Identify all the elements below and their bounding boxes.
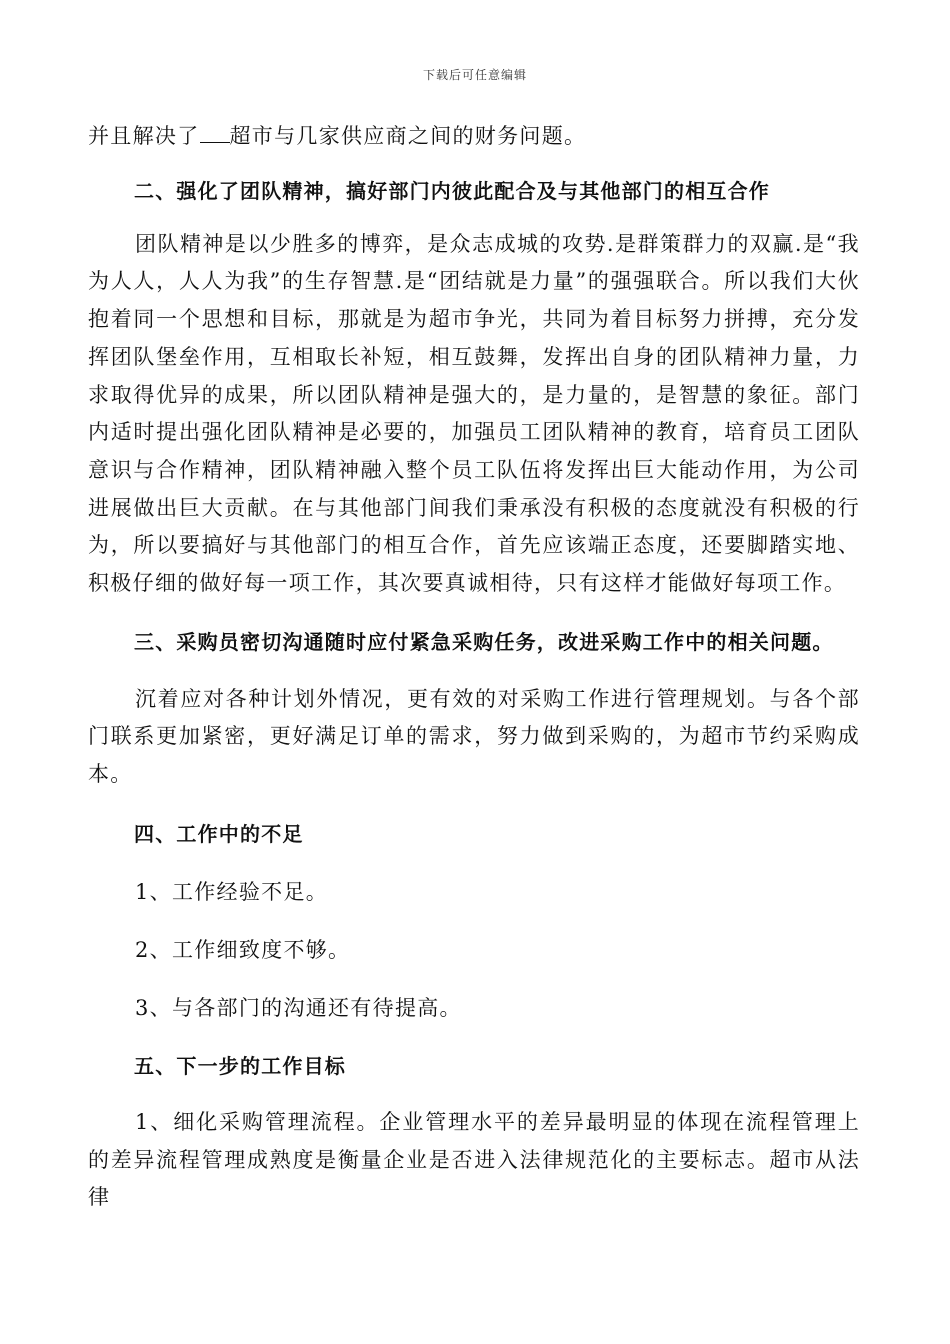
deficiency-item-3: 3、与各部门的沟通还有待提高。 bbox=[135, 995, 462, 1020]
intro-text-before: 并且解决了 bbox=[88, 124, 200, 148]
section-4-heading: 四、工作中的不足 bbox=[134, 821, 304, 846]
fill-in-blank bbox=[200, 124, 230, 143]
deficiency-item-2: 2、工作细致度不够。 bbox=[135, 937, 351, 962]
section-5-heading: 五、下一步的工作目标 bbox=[134, 1053, 346, 1078]
document-body bbox=[88, 118, 860, 1217]
intro-paragraph bbox=[88, 118, 860, 156]
section-2-body: 团队精神是以少胜多的博弈，是众志成城的攻势.是群策群力的双赢.是“我为人人，人人为我”的生存智慧.是“团结就是力量”的强强联合。所以我们大伙抱着同一个思想和目标，那就是为超市争光，共同为着目标努力拼搏，充分发挥团队堡垒作用，互相取长补短，相互鼓舞，发挥出自身的团队精神力量，力求取得优异的成果，所以团队精神是强大的，是力量的，是智慧的象征。部门内适时提出强化团队精神是必要的，加强员工团队精神的教育，培育员工团队意识与合作精神，团队精神融入整个员工队伍将发挥出巨大能动作用，为公司进展做出巨大贡献。在与其他部门间我们秉承没有积极的态度就没有积极的行为，所以要搞好与其他部门的相互合作，首先应该端正态度，还要脚踏实地、积极仔细的做好每一项工作，其次要真诚相待，只有这样才能做好每项工作。 bbox=[88, 231, 860, 596]
section-2-heading: 二、强化了团队精神，搞好部门内彼此配合及与其他部门的相互合作 bbox=[134, 178, 770, 203]
section-3-heading: 三、采购员密切沟通随时应付紧急采购任务，改进采购工作中的相关问题。 bbox=[134, 629, 834, 654]
intro-text-after: 超市与几家供应商之间的财务问题。 bbox=[229, 124, 587, 148]
deficiency-item-1: 1、工作经验不足。 bbox=[135, 879, 329, 904]
section-5-body: 1、细化采购管理流程。企业管理水平的差异最明显的体现在流程管理上的差异流程管理成熟度是衡量企业是否进入法律规范化的主要标志。超市从法律 bbox=[88, 1109, 860, 1210]
section-3-body: 沉着应对各种计划外情况，更有效的对采购工作进行管理规划。与各个部门联系更加紧密，更好满足订单的需求，努力做到采购的，为超市节约采购成本。 bbox=[88, 686, 860, 787]
page-header: 下载后可任意编辑 bbox=[422, 68, 527, 82]
